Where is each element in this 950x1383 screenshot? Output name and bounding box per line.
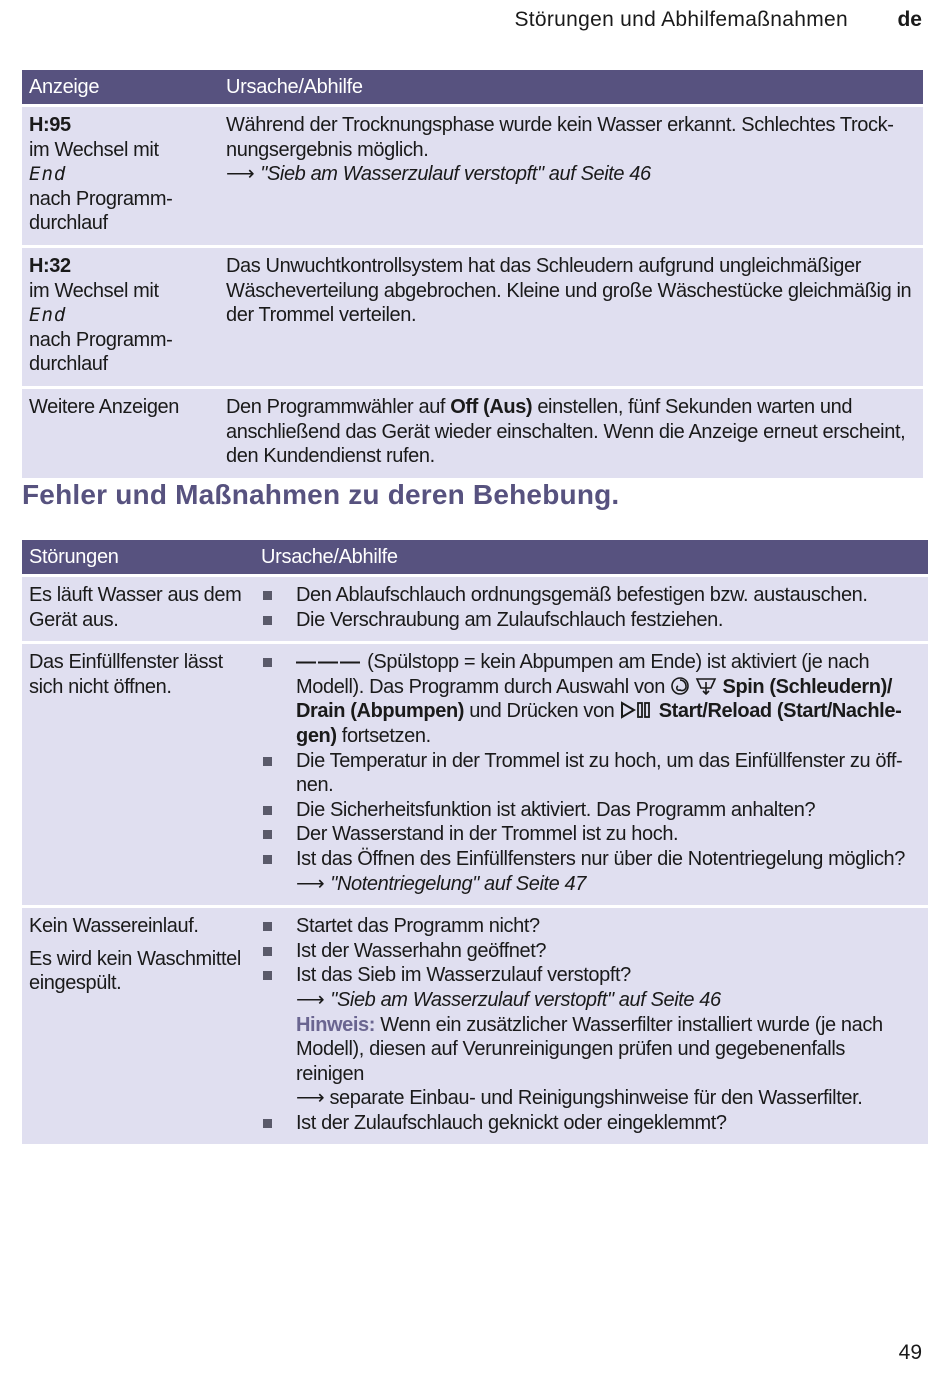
end-display: End	[29, 163, 67, 186]
page-reference-link[interactable]: "Notentriegelung" auf Seite 47	[330, 872, 586, 895]
error-code: H:32	[29, 254, 71, 277]
fault-cell	[22, 908, 254, 1144]
square-bullet-icon	[263, 855, 272, 864]
drain-icon	[695, 676, 717, 696]
table-header-row	[22, 540, 928, 574]
off-setting: Off (Aus)	[450, 395, 533, 418]
fault-label: Es wird kein Waschmittel eingespült.	[29, 947, 241, 995]
list-item-text: Startet das Programm nicht?	[296, 915, 540, 938]
after-run-label: nach Programm- durchlauf	[29, 328, 173, 376]
hint-label: Hinweis:	[296, 1013, 376, 1036]
list-item-text: Ist das Öffnen des Einfüllfensters nur über die Notentriegelung möglich?	[296, 847, 905, 870]
start-reload-label: Start/Reload (Start/Nachle-gen)	[296, 700, 902, 747]
remedy-cell	[254, 644, 928, 905]
list-item	[261, 847, 918, 896]
display-cell: Weitere Anzeigen	[22, 389, 219, 478]
page-reference-link[interactable]: "Sieb am Wasserzulauf verstopft" auf Seite 46	[330, 988, 721, 1011]
rinse-hold-display: ———	[296, 651, 362, 674]
table-row	[22, 389, 923, 478]
remedy-list	[261, 583, 918, 632]
square-bullet-icon	[263, 922, 272, 931]
list-item	[261, 963, 918, 1111]
hint-reference: separate Einbau- und Reinigungshinweise für den Wasserfilter.	[324, 1087, 863, 1110]
display-cell	[22, 248, 219, 386]
square-bullet-icon	[263, 830, 272, 839]
table-row	[22, 644, 928, 905]
after-run-label: nach Programm- durchlauf	[29, 187, 173, 235]
list-item	[261, 1111, 918, 1136]
cause-cell	[219, 107, 923, 245]
hint-text: Wenn ein zusätzlicher Wasserfilter installiert wurde (je nach Modell), diesen auf Verunreinigungen prüfen und gegebenenfalls reinigen	[296, 1013, 883, 1085]
language-code: de	[897, 8, 922, 31]
list-item-text: Der Wasserstand in der Trommel ist zu hoch.	[296, 823, 679, 846]
fault-cell: Es läuft Wasser aus dem Gerät aus.	[22, 577, 254, 641]
end-display: End	[29, 304, 67, 327]
list-item-text: fortsetzen.	[336, 724, 431, 747]
alternating-label: im Wechsel mit	[29, 138, 159, 161]
remedy-cell	[254, 577, 928, 641]
list-item-text: und Drücken von	[464, 700, 620, 723]
list-item	[261, 939, 918, 964]
arrow-icon: ⟶	[296, 988, 325, 1011]
remedy-list	[261, 914, 918, 1135]
display-codes-table	[22, 67, 923, 481]
list-item-text: Die Verschraubung am Zulaufschlauch festziehen.	[296, 608, 724, 631]
table-row	[22, 107, 923, 245]
page-number: 49	[898, 1341, 922, 1364]
arrow-icon: ⟶	[296, 872, 325, 895]
page-reference-link[interactable]: "Sieb am Wasserzulauf verstopft" auf Seite 46	[260, 163, 651, 186]
cause-text-continued: einstellen, fünf Sekunden warten und anschließend das Gerät wieder einschalten. Wenn die Anzeige erneut erscheint, den Kundendienst rufen.	[226, 395, 906, 468]
square-bullet-icon	[263, 806, 272, 815]
list-item-text: Den Ablaufschlauch ordnungsgemäß befestigen bzw. austauschen.	[296, 584, 868, 606]
display-cell	[22, 107, 219, 245]
square-bullet-icon	[263, 947, 272, 956]
faults-table	[22, 537, 928, 1147]
square-bullet-icon	[263, 757, 272, 766]
list-item	[261, 583, 918, 608]
page-header	[0, 8, 950, 38]
cause-cell	[219, 389, 923, 478]
spin-icon	[670, 676, 690, 696]
list-item	[261, 650, 918, 748]
column-header-display: Anzeige	[22, 70, 219, 104]
list-item	[261, 822, 918, 847]
square-bullet-icon	[263, 591, 272, 600]
square-bullet-icon	[263, 658, 272, 667]
column-header-cause: Ursache/Abhilfe	[254, 540, 928, 574]
header-title: Störungen und Abhilfemaßnahmen	[514, 8, 848, 31]
square-bullet-icon	[263, 616, 272, 625]
cause-text: Den Programmwähler auf	[226, 395, 451, 418]
start-pause-icon	[620, 700, 654, 720]
cause-cell	[219, 248, 923, 386]
fault-label: Kein Wassereinlauf.	[29, 915, 199, 938]
error-code: H:95	[29, 114, 71, 136]
square-bullet-icon	[263, 971, 272, 980]
list-item-text: Ist der Wasserhahn geöffnet?	[296, 939, 547, 962]
table-header-row	[22, 70, 923, 104]
cause-text: Während der Trocknungsphase wurde kein Wasser erkannt. Schlechtes Trock- nungsergebnis möglich.	[226, 114, 894, 161]
column-header-faults: Störungen	[22, 540, 254, 574]
table-row	[22, 248, 923, 386]
list-item-text: Ist das Sieb im Wasserzulauf verstopft?	[296, 964, 631, 987]
list-item	[261, 914, 918, 939]
column-header-cause: Ursache/Abhilfe	[219, 70, 923, 104]
arrow-icon: ⟶	[226, 163, 255, 186]
arrow-icon: ⟶	[296, 1087, 325, 1110]
section-title: Fehler und Maßnahmen zu deren Behebung.	[22, 479, 620, 510]
table-row	[22, 908, 928, 1144]
remedy-list	[261, 650, 918, 896]
list-item-text: Die Temperatur in der Trommel ist zu hoch, um das Einfüllfenster zu öff-nen.	[296, 749, 903, 797]
square-bullet-icon	[263, 1119, 272, 1128]
fault-cell: Das Einfüllfenster lässt sich nicht öffnen.	[22, 644, 254, 905]
list-item	[261, 749, 918, 798]
spin-drain-label: Spin (Schleudern)/ Drain (Abpumpen)	[296, 675, 892, 723]
table-row	[22, 577, 928, 641]
remedy-cell	[254, 908, 928, 1144]
list-item-text: Ist der Zulaufschlauch geknickt oder eingeklemmt?	[296, 1111, 727, 1134]
reference	[226, 162, 913, 187]
alternating-label: im Wechsel mit	[29, 279, 159, 302]
list-item	[261, 798, 918, 823]
list-item-text: Die Sicherheitsfunktion ist aktiviert. Das Programm anhalten?	[296, 798, 816, 821]
cause-text: Das Unwuchtkontrollsystem hat das Schleudern aufgrund ungleichmäßiger Wäscheverteilung abgebrochen. Kleine und große Wäschestücke gleichmäßig in der Trommel verteilen.	[226, 254, 912, 327]
list-item	[261, 608, 918, 633]
list-item-text: (Spülstopp = kein Abpumpen am Ende) ist aktiviert (je nach Modell). Das Programm durch Auswahl von	[296, 651, 870, 698]
